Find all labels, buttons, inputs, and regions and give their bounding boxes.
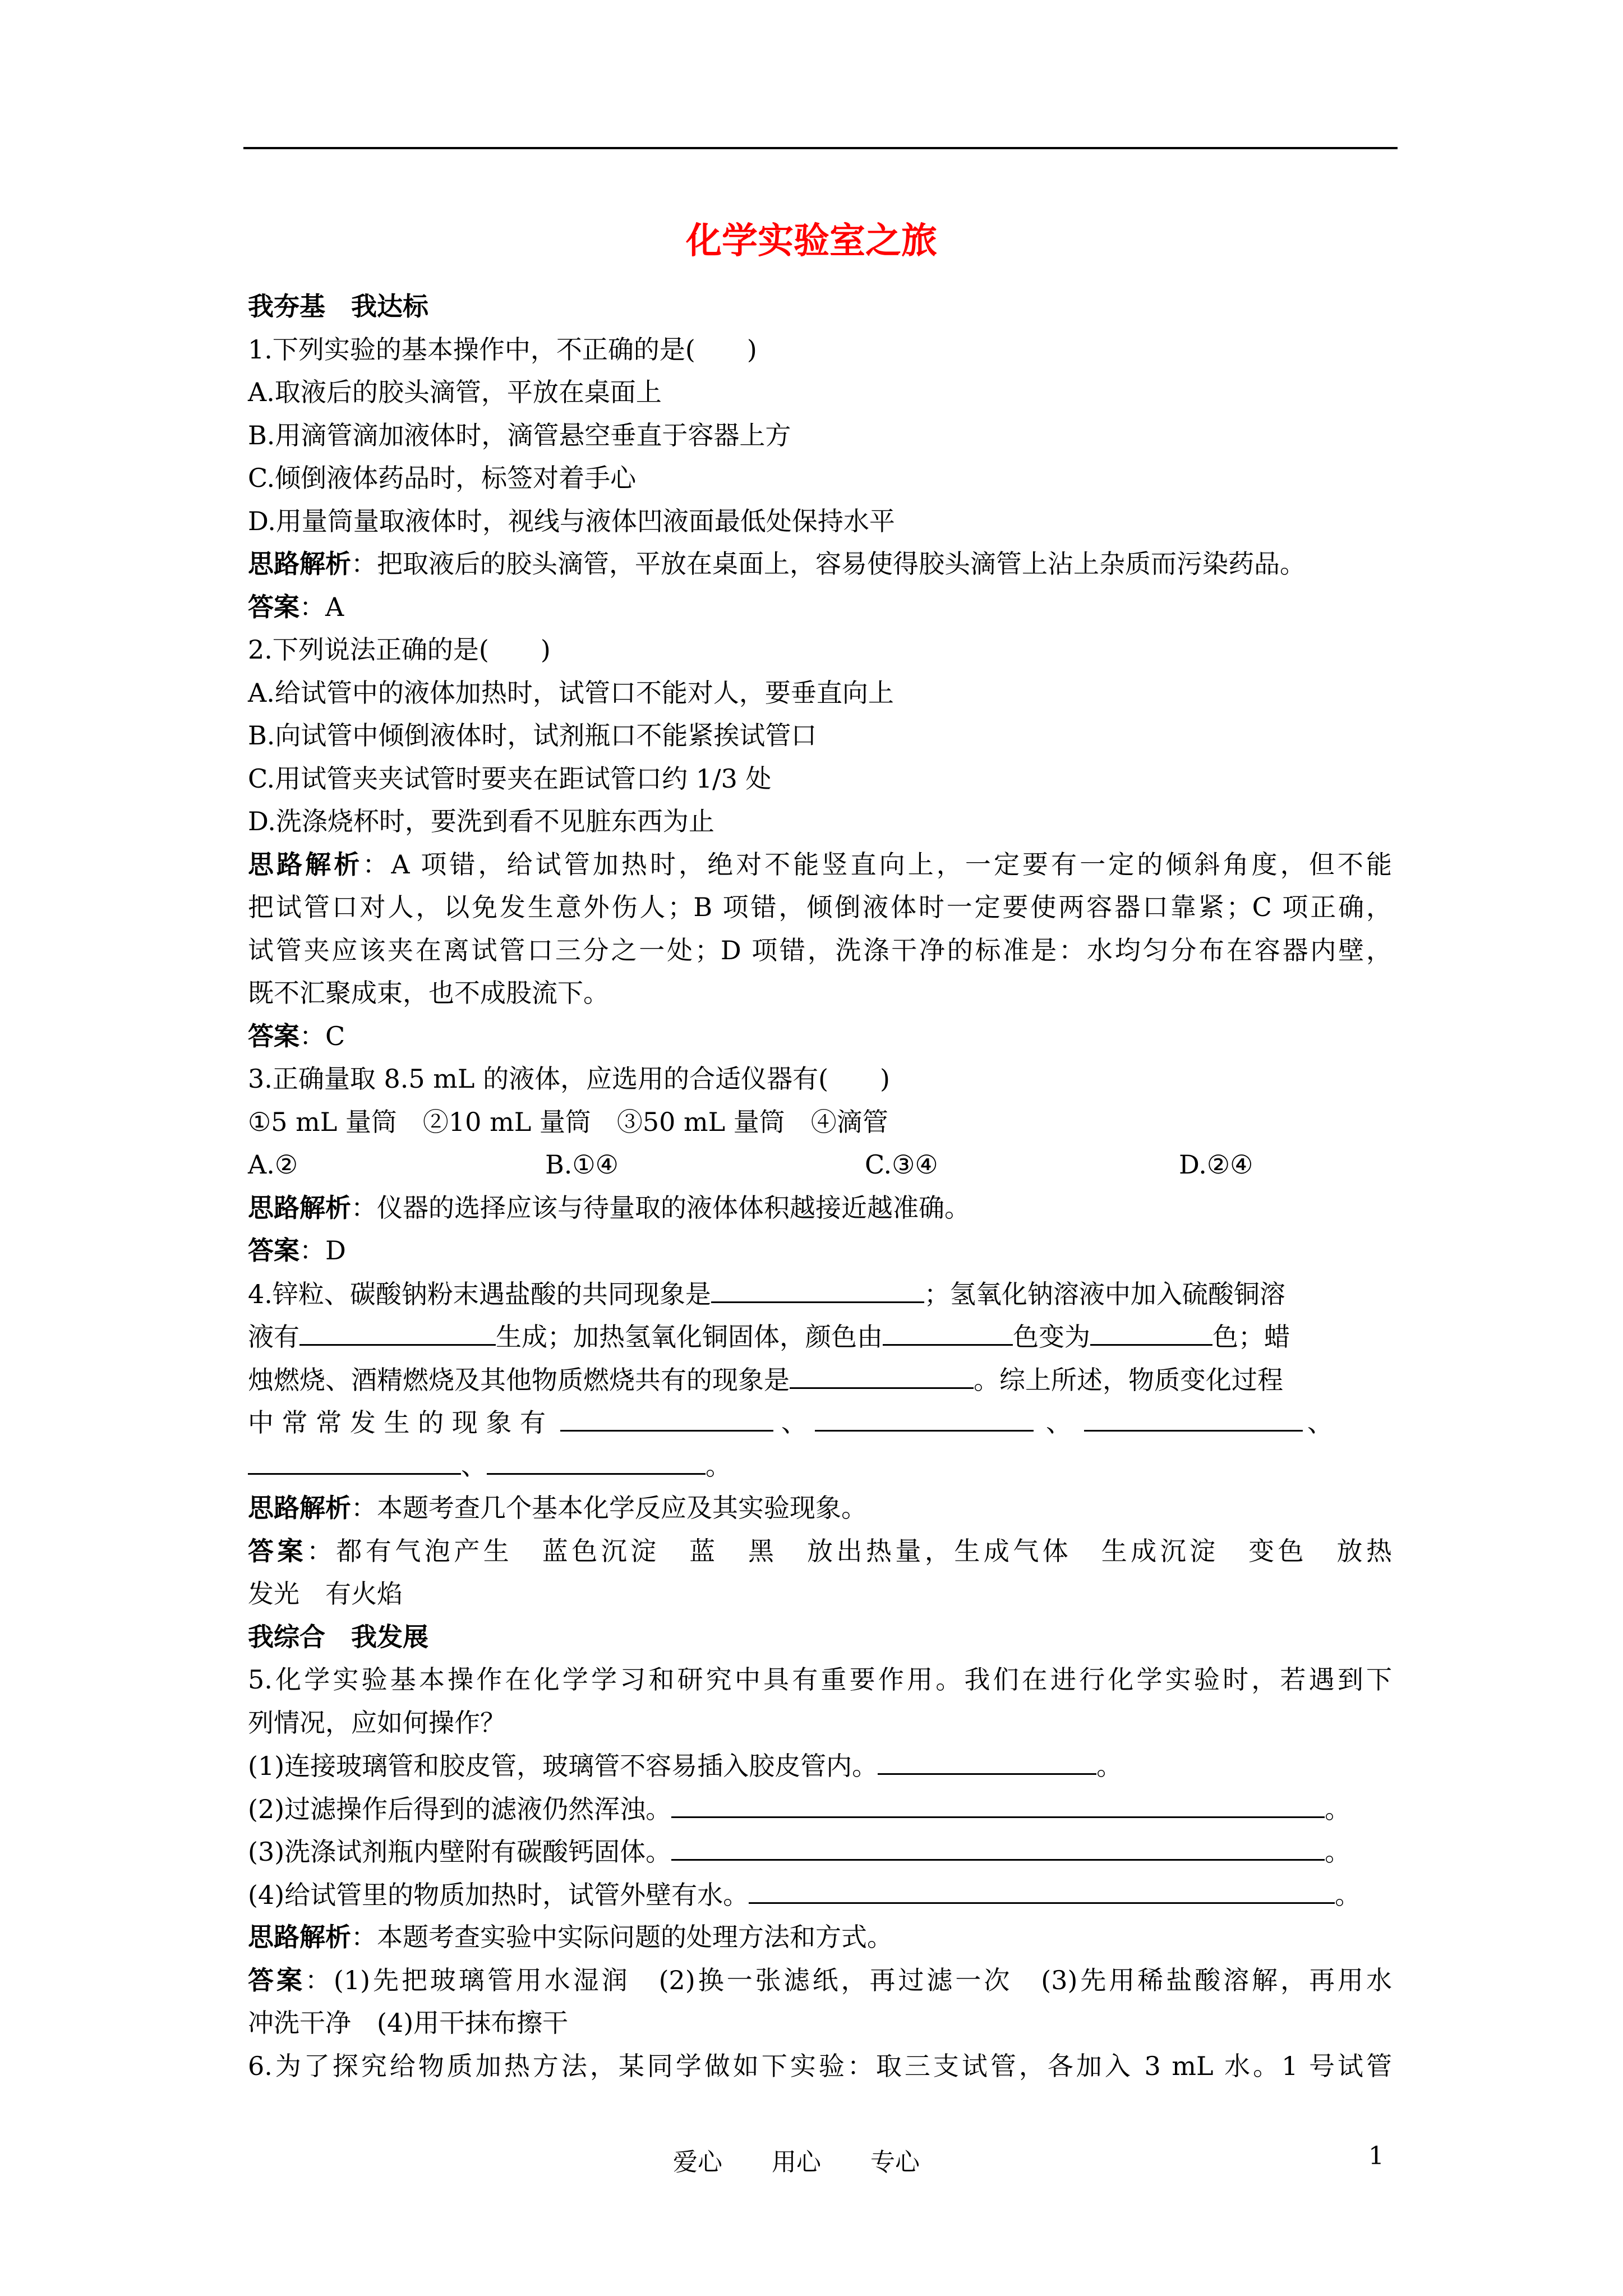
question-2-answer [248, 1015, 1392, 1058]
question-4-text: 生成；加热氢氧化铜固体，颜色由 [496, 1322, 883, 1352]
question-5-answer-line-1 [248, 1959, 1392, 2002]
question-2-option-a: A.给试管中的液体加热时，试管口不能对人，要垂直向上 [248, 677, 894, 708]
period: 。 [1096, 1751, 1123, 1781]
question-4-text: ；氢氧化钠溶液中加入硫酸铜溶 [924, 1278, 1285, 1309]
question-3-items: ①5 mL 量筒 ②10 mL 量筒 ③50 mL 量筒 ④滴管 [248, 1106, 888, 1137]
answer-blank[interactable] [671, 1830, 1325, 1861]
section-heading: 我夯基 我达标 [248, 291, 428, 321]
answer-blank[interactable] [487, 1444, 706, 1475]
question-2-option-d: D.洗涤烧杯时，要洗到看不见脏东西为止 [248, 806, 714, 836]
question-3-analysis [248, 1186, 1392, 1230]
analysis-label: 思路解析 [248, 1493, 351, 1523]
question-5-part-3 [248, 1830, 1392, 1873]
question-2-stem: 2.下列说法正确的是( ) [248, 634, 551, 665]
question-1-option-c: C.倾倒液体药品时，标签对着手心 [248, 463, 637, 493]
question-5-part-1 [248, 1744, 1392, 1787]
page-title: 化学实验室之旅 [686, 220, 937, 262]
question-2-option-c: C.用试管夹夹试管时要夹在距试管口约 1/3 处 [248, 763, 772, 794]
question-3-stem: 3.正确量取 8.5 mL 的液体，应选用的合适仪器有( ) [248, 1064, 890, 1094]
period: 。 [1325, 1837, 1351, 1867]
question-2-analysis-line-4: 既不汇聚成束，也不成股流下。 [248, 978, 609, 1008]
analysis-label: 思路解析 [248, 849, 363, 880]
question-1-stem: 1.下列实验的基本操作中，不正确的是( ) [248, 334, 757, 365]
question-5-text: (3)洗涤试剂瓶内壁附有碳酸钙固体。 [248, 1837, 672, 1867]
question-4-text: 液有 [248, 1322, 299, 1352]
analysis-text: ：把取液后的胶头滴管，平放在桌面上，容易使得胶头滴管上沾上杂质而污染药品。 [351, 549, 1306, 579]
answer-text: ：都有气泡产生 蓝色沉淀 蓝 黑 放出热量，生成气体 生成沉淀 变色 放热 [306, 1535, 1393, 1566]
question-5-answer-line-2: 冲洗干净 (4)用干抹布擦干 [248, 2008, 569, 2038]
separator: 、 [461, 1450, 487, 1481]
answer-label: 答案 [248, 1535, 307, 1566]
question-2-analysis-line-3: 试管夹应该夹在离试管口三分之一处；D 项错，洗涤干净的标准是：水均匀分布在容器内壁， [248, 935, 1392, 965]
answer-text: ：A [299, 591, 344, 622]
footer-motto: 爱心 用心 专心 [673, 2148, 920, 2177]
answer-blank[interactable] [815, 1401, 1034, 1432]
answer-blank[interactable] [560, 1401, 773, 1432]
question-4-line-4 [248, 1401, 1392, 1444]
question-3-option-b: B.①④ [545, 1149, 619, 1180]
answer-label: 答案 [248, 1964, 305, 1995]
question-4-line-1 [248, 1272, 1392, 1315]
answer-blank[interactable] [878, 1744, 1096, 1775]
answer-blank[interactable] [299, 1315, 496, 1346]
question-5-analysis [248, 1916, 1392, 1959]
question-1-answer [248, 586, 1392, 629]
answer-label: 答案 [248, 591, 299, 622]
answer-text: ：C [299, 1020, 345, 1051]
analysis-label: 思路解析 [248, 1192, 351, 1223]
question-2-analysis-line-2: 把试管口对人，以免发生意外伤人；B 项错，倾倒液体时一定要使两容器口靠紧；C 项正确， [248, 892, 1392, 922]
answer-blank[interactable] [749, 1873, 1335, 1904]
question-2-analysis-line-1 [248, 843, 1392, 886]
question-3-answer [248, 1229, 1392, 1272]
separator: 、 [1045, 1407, 1072, 1438]
question-4-line-2 [248, 1315, 1392, 1358]
question-4-text: 烛燃烧、酒精燃烧及其他物质燃烧共有的现象是 [248, 1364, 790, 1395]
answer-blank[interactable] [248, 1444, 461, 1475]
question-5-text: (4)给试管里的物质加热时，试管外壁有水。 [248, 1879, 749, 1910]
answer-blank[interactable] [1084, 1401, 1303, 1432]
document-body [248, 285, 1392, 2087]
question-5-part-2 [248, 1787, 1392, 1830]
question-5-stem-line-1: 5.化学实验基本操作在化学学习和研究中具有重要作用。我们在进行化学实验时，若遇到下 [248, 1664, 1392, 1695]
question-1-option-a: A.取液后的胶头滴管，平放在桌面上 [248, 377, 662, 407]
question-4-text: 4.锌粒、碳酸钠粉末遇盐酸的共同现象是 [248, 1278, 711, 1309]
question-4-text: 。综上所述，物质变化过程 [974, 1364, 1283, 1395]
analysis-text: ：仪器的选择应该与待量取的液体体积越接近越准确。 [351, 1192, 970, 1223]
separator: 、 [1307, 1407, 1333, 1438]
question-5-text: (2)过滤操作后得到的滤液仍然浑浊。 [248, 1793, 672, 1824]
answer-text: ：(1)先把玻璃管用水湿润 (2)换一张滤纸，再过滤一次 (3)先用稀盐酸溶解，再用水 [305, 1964, 1392, 1995]
question-6-stem-line-1: 6.为了探究给物质加热方法，某同学做如下实验：取三支试管，各加入 3 mL 水。1 号试管 [248, 2050, 1392, 2081]
period: 。 [1335, 1879, 1361, 1910]
analysis-text: ：A 项错，给试管加热时，绝对不能竖直向上，一定要有一定的倾斜角度，但不能 [362, 849, 1393, 880]
question-4-analysis [248, 1487, 1392, 1530]
answer-blank[interactable] [790, 1358, 974, 1389]
question-1-option-d: D.用量筒量取液体时，视线与液体凹液面最低处保持水平 [248, 505, 895, 536]
answer-blank[interactable] [711, 1272, 924, 1303]
answer-blank[interactable] [671, 1787, 1325, 1818]
analysis-label: 思路解析 [248, 1922, 351, 1952]
answer-blank[interactable] [1090, 1315, 1212, 1346]
question-1-option-b: B.用滴管滴加液体时，滴管悬空垂直于容器上方 [248, 420, 791, 450]
question-4-text: 色变为 [1013, 1322, 1090, 1352]
question-4-text: 中 常 常 发 生 的 现 象 有 [248, 1407, 546, 1438]
analysis-text: ：本题考查几个基本化学反应及其实验现象。 [351, 1493, 867, 1523]
answer-label: 答案 [248, 1235, 299, 1266]
answer-label: 答案 [248, 1020, 299, 1051]
period: 。 [1325, 1793, 1351, 1824]
answer-blank[interactable] [883, 1315, 1013, 1346]
question-2-option-b: B.向试管中倾倒液体时，试剂瓶口不能紧挨试管口 [248, 720, 817, 751]
question-4-answer-line-2: 发光 有火焰 [248, 1579, 403, 1609]
question-5-part-4 [248, 1873, 1392, 1916]
separator: 、 [781, 1407, 807, 1438]
question-3-option-d: D.②④ [1179, 1149, 1253, 1180]
period: 。 [706, 1450, 731, 1481]
question-4-line-5 [248, 1444, 1392, 1487]
question-4-text: 色；蜡 [1212, 1322, 1290, 1352]
question-5-stem-line-2: 列情况，应如何操作？ [248, 1707, 506, 1738]
question-5-text: (1)连接玻璃管和胶皮管，玻璃管不容易插入胶皮管内。 [248, 1751, 878, 1781]
question-3-option-c: C.③④ [865, 1149, 938, 1180]
page-number: 1 [1368, 2142, 1384, 2170]
analysis-label: 思路解析 [248, 549, 351, 579]
analysis-text: ：本题考查实验中实际问题的处理方法和方式。 [351, 1922, 893, 1952]
question-4-answer-line-1 [248, 1530, 1392, 1573]
page-footer [0, 2142, 1623, 2181]
answer-text: ：D [299, 1235, 346, 1266]
question-3-options [248, 1143, 1392, 1186]
question-4-line-3 [248, 1358, 1392, 1401]
header-rule [243, 147, 1398, 149]
question-3-option-a: A.② [248, 1149, 298, 1180]
section-heading: 我综合 我发展 [248, 1621, 428, 1652]
question-1-analysis [248, 542, 1392, 586]
